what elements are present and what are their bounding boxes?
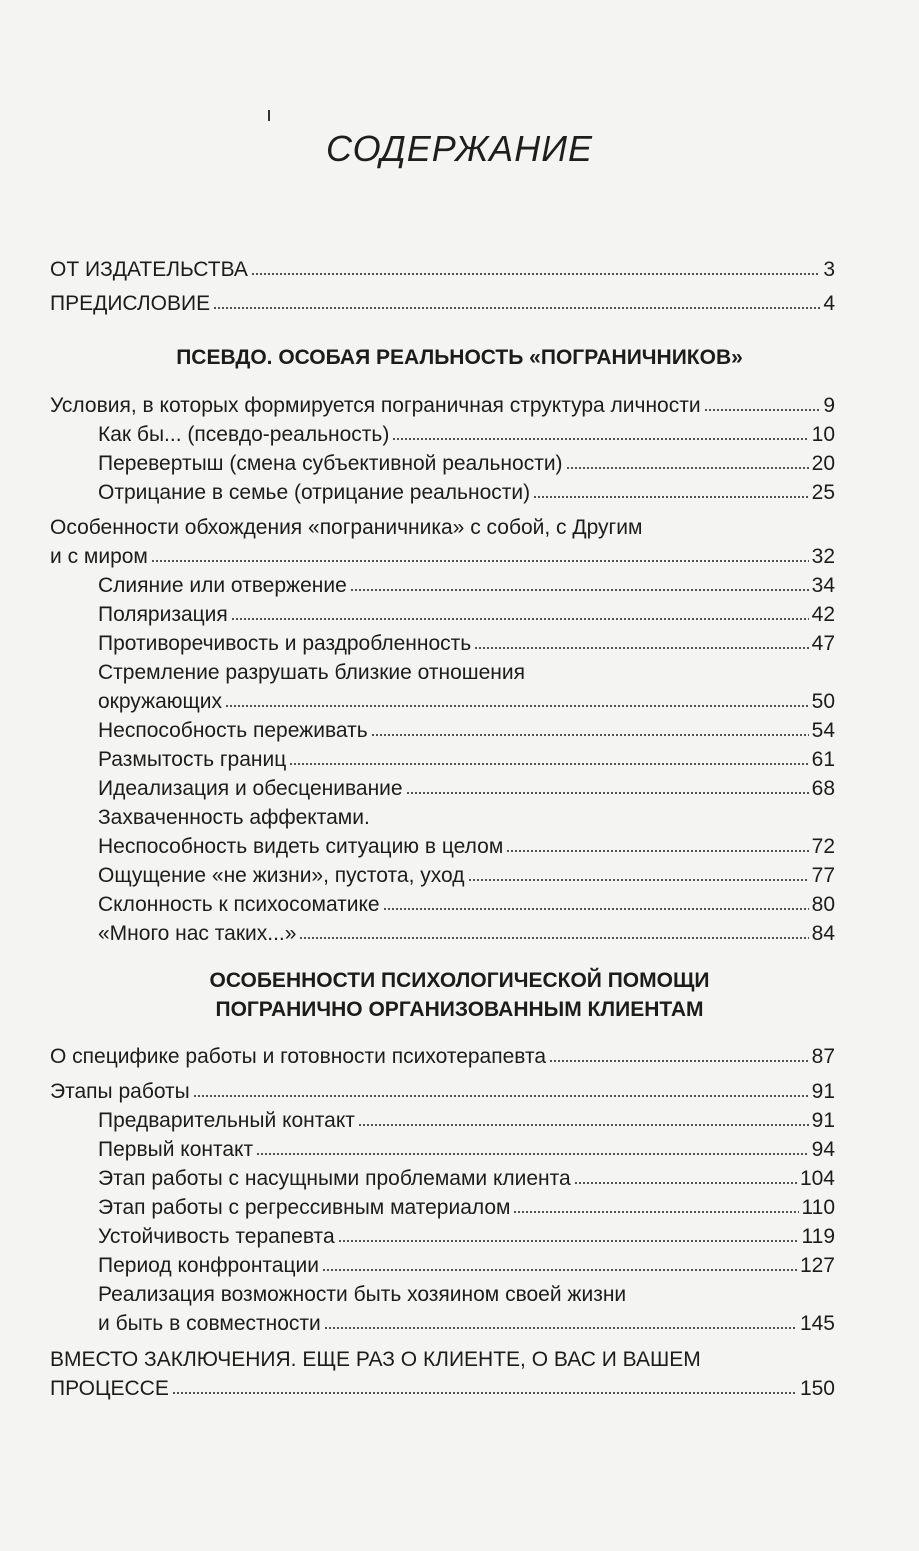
toc-entry: Отрицание в семье (отрицание реальности) 25: [98, 481, 835, 504]
toc-entry: Размытость границ 61: [98, 748, 835, 771]
toc-entry: ПРЕДИСЛОВИЕ 4: [50, 292, 835, 315]
toc-entry: Предварительный контакт 91: [98, 1109, 835, 1132]
toc-entry: Этап работы с насущными проблемами клиента 104: [98, 1167, 835, 1190]
toc-entry: ОТ ИЗДАТЕЛЬСТВА 3: [50, 258, 835, 281]
toc-entry: Перевертыш (смена субъективной реальности) 20: [98, 452, 835, 475]
page-title: СОДЕРЖАНИЕ: [326, 128, 593, 169]
toc-entry: и быть в совместности 145: [98, 1312, 835, 1335]
toc-entry: Ощущение «не жизни», пустота, уход 77: [98, 864, 835, 887]
toc-entry: Неспособность переживать 54: [98, 719, 835, 742]
toc-entry: Склонность к психосоматике 80: [98, 893, 835, 916]
toc-entry: окружающих 50: [98, 690, 835, 713]
toc-entry: Слияние или отвержение 34: [98, 574, 835, 597]
toc-entry: Идеализация и обесценивание 68: [98, 777, 835, 800]
print-mark: [268, 110, 270, 121]
toc-entry: Период конфронтации 127: [98, 1254, 835, 1277]
toc-entry: Этап работы с регрессивным материалом 110: [98, 1196, 835, 1219]
toc-entry-nopage: Захваченность аффектами.: [98, 806, 370, 829]
toc-entry: Первый контакт 94: [98, 1138, 835, 1161]
part-heading: ПСЕВДО. ОСОБАЯ РЕАЛЬНОСТЬ «ПОГРАНИЧНИКОВ»: [176, 346, 743, 369]
toc-chapter: Условия, в которых формируется пограничная структура личности 9: [50, 394, 835, 417]
toc-entry: Противоречивость и раздробленность 47: [98, 632, 835, 655]
toc-chapter: Этапы работы 91: [50, 1080, 835, 1103]
toc-chapter: и с миром 32: [50, 545, 835, 568]
toc-entry: Устойчивость терапевта 119: [98, 1225, 835, 1248]
part-heading-line2: ПОГРАНИЧНО ОРГАНИЗОВАННЫМ КЛИЕНТАМ: [215, 998, 704, 1021]
toc-entry-line1: Стремление разрушать близкие отношения: [98, 661, 525, 684]
toc-entry: Неспособность видеть ситуацию в целом 72: [98, 835, 835, 858]
part-heading-line1: ОСОБЕННОСТИ ПСИХОЛОГИЧЕСКОЙ ПОМОЩИ: [209, 969, 710, 992]
toc-entry: Как бы... (псевдо-реальность) 10: [98, 423, 835, 446]
toc-closing-line1: ВМЕСТО ЗАКЛЮЧЕНИЯ. ЕЩЕ РАЗ О КЛИЕНТЕ, О ВАС И ВАШЕМ: [50, 1348, 701, 1371]
toc-chapter-line1: Особенности обхождения «пограничника» с собой, с Другим: [50, 516, 643, 539]
toc-entry: «Много нас таких...» 84: [98, 922, 835, 945]
toc-chapter: О специфике работы и готовности психотерапевта 87: [50, 1045, 835, 1068]
toc-entry-line1: Реализация возможности быть хозяином своей жизни: [98, 1283, 627, 1306]
toc-entry: Поляризация 42: [98, 603, 835, 626]
toc-closing: ПРОЦЕССЕ 150: [50, 1377, 835, 1400]
